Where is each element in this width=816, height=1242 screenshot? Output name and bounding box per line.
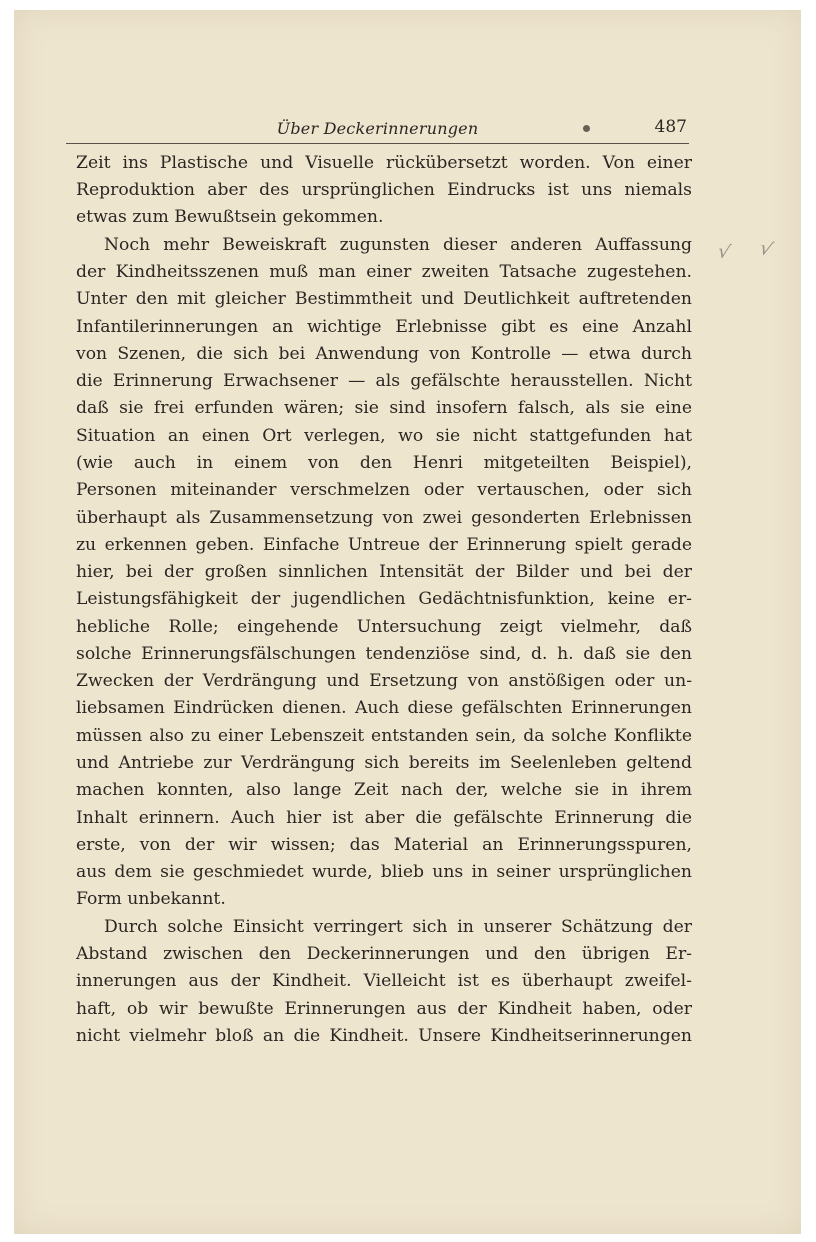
text-line: hebliche Rolle; eingehende Untersuchung zeigt vielmehr, daß [76, 617, 692, 637]
text-line: aus dem sie geschmiedet wurde, blieb uns in seiner ursprünglichen [76, 862, 692, 882]
running-title: Über Deckerinnerungen [276, 119, 479, 138]
text-line: Durch solche Einsicht verringert sich in unserer Schätzung der [104, 917, 692, 937]
text-line: überhaupt als Zusammensetzung von zwei gesonderten Erlebnissen [76, 508, 692, 528]
text-line: Infantilerinnerungen an wichtige Erlebnisse gibt es eine Anzahl [76, 317, 692, 337]
running-header [66, 113, 689, 144]
pencil-check-mark: √ [715, 239, 733, 265]
text-line: Noch mehr Beweiskraft zugunsten dieser anderen Auffassung [104, 235, 692, 255]
text-line: liebsamen Eindrücken dienen. Auch diese gefälschten Erinnerungen [76, 698, 692, 718]
text-line: daß sie frei erfunden wären; sie sind insofern falsch, als sie eine [76, 398, 692, 418]
text-line: erste, von der wir wissen; das Material an Erinnerungsspuren, [76, 835, 692, 855]
text-line: und Antriebe zur Verdrängung sich bereits im Seelenleben geltend [76, 753, 692, 773]
text-line: machen konnten, also lange Zeit nach der, welche sie in ihrem [76, 780, 692, 800]
text-line: müssen also zu einer Lebenszeit entstanden sein, da solche Konflikte [76, 726, 692, 746]
text-line: die Erinnerung Erwachsener — als gefälschte herausstellen. Nicht [76, 371, 692, 391]
text-line: Unter den mit gleicher Bestimmtheit und Deutlichkeit auftretenden [76, 289, 692, 309]
text-line: Abstand zwischen den Deckerinnerungen und den übrigen Er- [76, 944, 692, 964]
text-line: Form unbekannt. [76, 889, 226, 909]
ink-blot [583, 125, 590, 132]
text-line: (wie auch in einem von den Henri mitgeteilten Beispiel), [76, 453, 692, 473]
page-number: 487 [654, 117, 687, 137]
text-line: nicht vielmehr bloß an die Kindheit. Unsere Kindheitserinnerungen [76, 1026, 692, 1046]
text-line: etwas zum Bewußtsein gekommen. [76, 207, 384, 227]
pencil-check-mark: √ [756, 236, 776, 262]
text-line: innerungen aus der Kindheit. Vielleicht ist es überhaupt zweifel- [76, 971, 692, 991]
text-line: Situation an einen Ort verlegen, wo sie nicht stattgefunden hat [76, 426, 692, 446]
text-line: Reproduktion aber des ursprünglichen Eindrucks ist uns niemals [76, 180, 692, 200]
text-line: solche Erinnerungsfälschungen tendenziöse sind, d. h. daß sie den [76, 644, 692, 664]
text-line: von Szenen, die sich bei Anwendung von Kontrolle — etwa durch [76, 344, 692, 364]
text-line: Personen miteinander verschmelzen oder vertauschen, oder sich [76, 480, 692, 500]
text-line: Inhalt erinnern. Auch hier ist aber die gefälschte Erinnerung die [76, 808, 692, 828]
text-line: hier, bei der großen sinnlichen Intensität der Bilder und bei der [76, 562, 692, 582]
text-line: der Kindheitsszenen muß man einer zweiten Tatsache zugestehen. [76, 262, 692, 282]
text-line: Leistungsfähigkeit der jugendlichen Gedächtnisfunktion, keine er- [76, 589, 692, 609]
text-line: zu erkennen geben. Einfache Untreue der Erinnerung spielt gerade [76, 535, 692, 555]
text-line: Zwecken der Verdrängung und Ersetzung von anstößigen oder un- [76, 671, 692, 691]
text-line: haft, ob wir bewußte Erinnerungen aus der Kindheit haben, oder [76, 999, 692, 1019]
book-page [14, 10, 801, 1234]
text-line: Zeit ins Plastische und Visuelle rückübersetzt worden. Von einer [76, 153, 692, 173]
